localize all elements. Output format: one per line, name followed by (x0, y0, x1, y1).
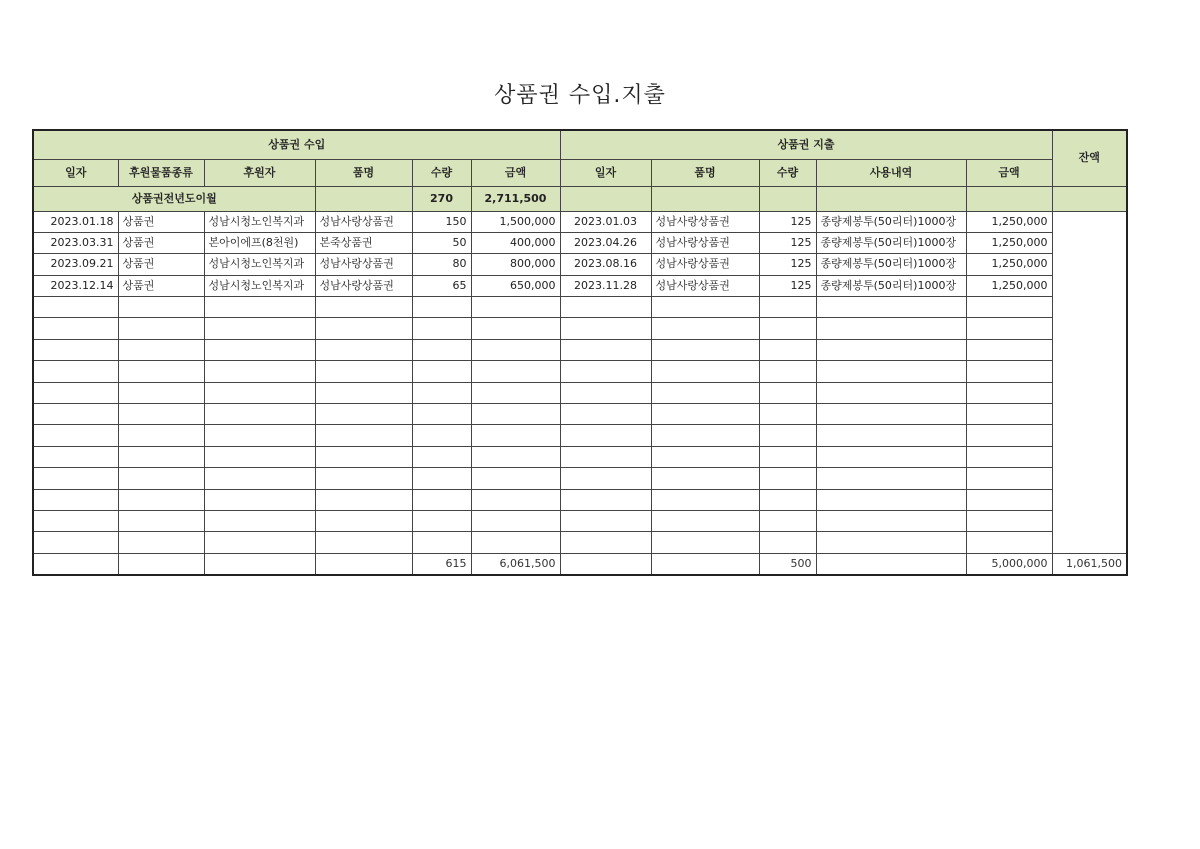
gift-certificate-ledger (32, 129, 1128, 576)
total-balance: 1,061,500 (1052, 553, 1127, 575)
cell-in-amount: 1,500,000 (471, 211, 560, 232)
table-row (33, 339, 1127, 360)
cell-in-type: 상품권 (118, 275, 204, 296)
cell-in-date: 2023.12.14 (33, 275, 118, 296)
table-row (33, 468, 1127, 489)
cell-in-date: 2023.09.21 (33, 254, 118, 275)
cell-in-qty: 150 (412, 211, 471, 232)
expense-col-qty: 수량 (759, 159, 816, 186)
cell-out-amount: 1,250,000 (966, 211, 1052, 232)
total-out-qty: 500 (759, 553, 816, 575)
cell-in-type: 상품권 (118, 254, 204, 275)
balance-header: 잔액 (1052, 130, 1127, 186)
table-row (33, 254, 1127, 275)
cell-out-amount: 1,250,000 (966, 254, 1052, 275)
table-row (33, 297, 1127, 318)
cell-in-item: 성남사랑상품권 (315, 275, 412, 296)
cell-out-qty: 125 (759, 275, 816, 296)
table-row (33, 211, 1127, 232)
totals-row (33, 553, 1127, 575)
total-out-amount: 5,000,000 (966, 553, 1052, 575)
table-row (33, 489, 1127, 510)
cell-out-date: 2023.01.03 (560, 211, 651, 232)
income-col-donor: 후원자 (204, 159, 315, 186)
cell-out-use: 종량제봉투(50리터)1000장 (816, 275, 966, 296)
expense-col-item: 품명 (651, 159, 759, 186)
cell-out-amount: 1,250,000 (966, 275, 1052, 296)
cell-in-item: 성남사랑상품권 (315, 254, 412, 275)
cell-out-qty: 125 (759, 254, 816, 275)
expense-col-use: 사용내역 (816, 159, 966, 186)
cell-in-amount: 800,000 (471, 254, 560, 275)
expense-group-header: 상품권 지출 (560, 130, 1052, 159)
cell-in-qty: 80 (412, 254, 471, 275)
cell-out-use: 종량제봉투(50리터)1000장 (816, 211, 966, 232)
cell-out-item: 성남사랑상품권 (651, 211, 759, 232)
income-col-type: 후원물품종류 (118, 159, 204, 186)
total-in-qty: 615 (412, 553, 471, 575)
table-row (33, 532, 1127, 553)
group-header-row (33, 130, 1127, 159)
table-row (33, 361, 1127, 382)
cell-out-qty: 125 (759, 211, 816, 232)
income-col-date: 일자 (33, 159, 118, 186)
table-row (33, 510, 1127, 531)
balance-column-blank (1052, 211, 1127, 553)
carryover-label: 상품권전년도이월 (33, 186, 315, 211)
cell-out-use: 종량제봉투(50리터)1000장 (816, 254, 966, 275)
income-col-amount: 금액 (471, 159, 560, 186)
cell-in-item: 본죽상품권 (315, 232, 412, 253)
cell-in-qty: 50 (412, 232, 471, 253)
total-in-amount: 6,061,500 (471, 553, 560, 575)
cell-in-donor: 본아이에프(8천원) (204, 232, 315, 253)
carryover-amount: 2,711,500 (471, 186, 560, 211)
carryover-qty: 270 (412, 186, 471, 211)
cell-out-qty: 125 (759, 232, 816, 253)
expense-col-date: 일자 (560, 159, 651, 186)
cell-out-date: 2023.04.26 (560, 232, 651, 253)
table-row (33, 446, 1127, 467)
cell-in-amount: 650,000 (471, 275, 560, 296)
income-col-item: 품명 (315, 159, 412, 186)
cell-in-donor: 성남시청노인복지과 (204, 275, 315, 296)
table-row (33, 425, 1127, 446)
table-row (33, 275, 1127, 296)
cell-in-type: 상품권 (118, 232, 204, 253)
cell-in-donor: 성남시청노인복지과 (204, 254, 315, 275)
cell-out-amount: 1,250,000 (966, 232, 1052, 253)
income-col-qty: 수량 (412, 159, 471, 186)
cell-in-qty: 65 (412, 275, 471, 296)
table-row (33, 382, 1127, 403)
cell-out-item: 성남사랑상품권 (651, 275, 759, 296)
cell-out-use: 종량제봉투(50리터)1000장 (816, 232, 966, 253)
cell-out-item: 성남사랑상품권 (651, 254, 759, 275)
cell-in-amount: 400,000 (471, 232, 560, 253)
column-header-row (33, 159, 1127, 186)
table-row (33, 404, 1127, 425)
cell-in-date: 2023.03.31 (33, 232, 118, 253)
table-row (33, 318, 1127, 339)
cell-out-item: 성남사랑상품권 (651, 232, 759, 253)
cell-out-date: 2023.08.16 (560, 254, 651, 275)
income-group-header: 상품권 수입 (33, 130, 560, 159)
cell-out-date: 2023.11.28 (560, 275, 651, 296)
cell-in-item: 성남사랑상품권 (315, 211, 412, 232)
cell-in-donor: 성남시청노인복지과 (204, 211, 315, 232)
carryover-row (33, 186, 1127, 211)
cell-in-date: 2023.01.18 (33, 211, 118, 232)
expense-col-amount: 금액 (966, 159, 1052, 186)
page-title: 상품권 수입.지출 (494, 83, 666, 108)
table-row (33, 232, 1127, 253)
cell-in-type: 상품권 (118, 211, 204, 232)
